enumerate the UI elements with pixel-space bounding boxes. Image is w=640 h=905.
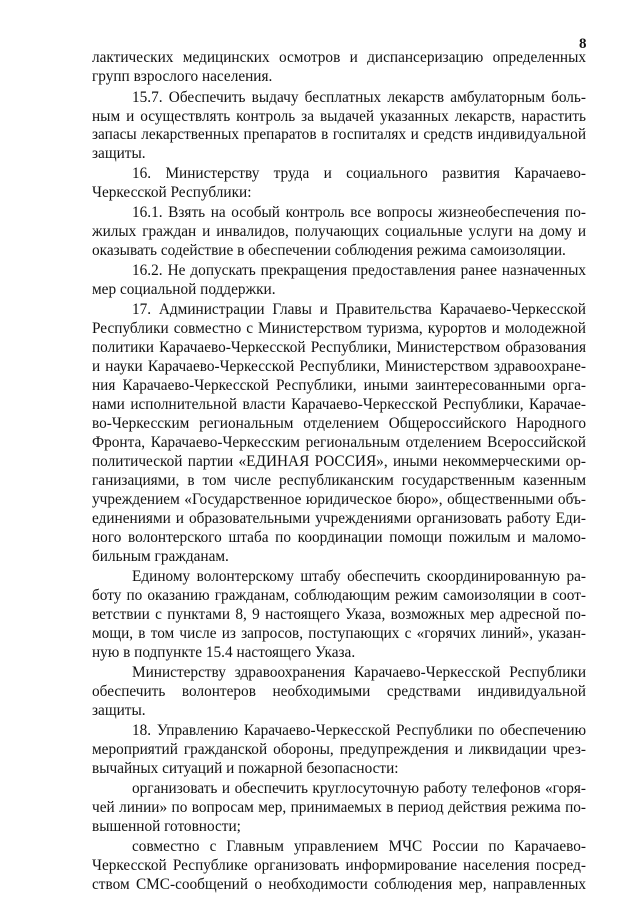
text-line: мероприятий гражданской обороны, предупреждения и ликвидации чрез- (92, 741, 586, 758)
text-line: бильным гражданам. (92, 548, 229, 565)
text-line: оказывать содействие в обеспечении соблюдения режима самоизоляции. (92, 242, 566, 259)
text-line: совместно с Главным управлением МЧС России по Карачаево- (132, 838, 586, 855)
text-line: обеспечить волонтеров необходимыми средствами индивидуальной (92, 683, 586, 700)
text-line: ветствии с пунктами 8, 9 настоящего Указа, возможных мер адресной по- (92, 606, 586, 623)
text-line: 16.1. Взять на особый контроль все вопросы жизнеобеспечения по- (132, 204, 586, 221)
text-line: запасы лекарственных препаратов в госпиталях и средств индивидуальной (92, 126, 586, 143)
text-line: чей линии» по вопросам мер, принимаемых в период действия режима по- (92, 799, 586, 816)
text-line: Черкесской Республике организовать информирование населения посред- (92, 857, 586, 874)
text-line: политики Карачаево-Черкесской Республики, Министерством образования (92, 339, 586, 356)
text-line: 16.2. Не допускать прекращения предоставления ранее назначенных (132, 262, 586, 279)
text-line: боту по оказанию гражданам, соблюдающим режим самоизоляции в соот- (92, 587, 586, 604)
text-line: мощи, в том числе из запросов, поступающих с «горячих линий», указан- (92, 625, 586, 642)
text-line: нами исполнительной власти Карачаево-Черкесской Республики, Карачае- (92, 396, 586, 413)
text-line: защиты. (92, 702, 146, 719)
text-line: организовать и обеспечить круглосуточную работу телефонов «горя- (132, 780, 586, 797)
text-line: Единому волонтерскому штабу обеспечить скоординированную ра- (132, 568, 586, 585)
text-line: политической партии «ЕДИНАЯ РОССИЯ», иными некоммерческими ор- (92, 453, 586, 470)
page-number: 8 (579, 36, 587, 52)
text-line: единениями и образовательными учреждениями организовать работу Еди- (92, 510, 586, 527)
text-line: вышенной готовности; (92, 818, 241, 835)
text-line: 16. Министерству труда и социального развития Карачаево- (132, 165, 586, 182)
text-line: ную в подпункте 15.4 настоящего Указа. (92, 644, 356, 661)
text-line: 15.7. Обеспечить выдачу бесплатных лекарств амбулаторным боль- (132, 89, 586, 106)
text-line: Фронта, Карачаево-Черкесским региональным отделением Всероссийской (92, 434, 586, 451)
text-line: Министерству здравоохранения Карачаево-Черкесской Республики (132, 664, 586, 681)
text-line: ганизациями, в том числе республиканским государственным казенным (92, 472, 586, 489)
text-line: 17. Администрации Главы и Правительства Карачаево-Черкесской (132, 301, 586, 318)
text-line: ством СМС-сообщений о необходимости соблюдения мер, направленных (92, 876, 586, 893)
text-line: вычайных ситуаций и пожарной безопасности: (92, 760, 399, 777)
text-line: групп взрослого населения. (92, 68, 273, 85)
text-line: ного волонтерского штаба по координации помощи пожилым и маломо- (92, 529, 586, 546)
text-line: лактических медицинских осмотров и диспансеризацию определенных (92, 49, 586, 66)
text-line: во-Черкесским региональным отделением Общероссийского Народного (92, 415, 586, 432)
text-line: ния Карачаево-Черкесской Республики, иными заинтересованными орга- (92, 377, 586, 394)
text-line: Черкесской Республики: (92, 184, 252, 201)
text-line: защиты. (92, 145, 146, 162)
text-line: учреждением «Государственное юридическое бюро», общественными объ- (92, 491, 586, 508)
text-line: Республики совместно с Министерством туризма, курортов и молодежной (92, 320, 586, 337)
text-line: ным и осуществлять контроль за выдачей указанных лекарств, нарастить (92, 108, 586, 125)
text-line: мер социальной поддержки. (92, 281, 276, 298)
text-line: 18. Управлению Карачаево-Черкесской Республики по обеспечению (132, 722, 586, 739)
text-line: и науки Карачаево-Черкесской Республики, Министерством здравоохране- (92, 358, 586, 375)
text-line: жилых граждан и инвалидов, получающих социальные услуги на дому и (92, 223, 586, 240)
